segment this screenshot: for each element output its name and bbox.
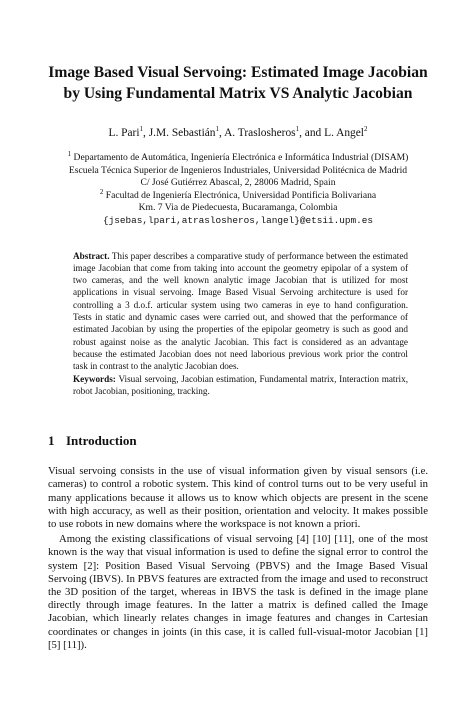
author: L. Pari$^1$,: [108, 125, 149, 139]
abstract-paragraph: [73, 250, 408, 373]
affiliation-line: $^2$ Facultad de Ingeniería Electrónica, Universidad Pontificia Bolivariana: [99, 187, 377, 201]
section-title: Introduction: [66, 433, 137, 449]
author: J.M. Sebastián$^1$,: [148, 125, 225, 139]
section-number: 1: [48, 433, 55, 449]
affiliations: [48, 149, 428, 228]
body-text: [48, 465, 428, 652]
affiliation-line: Escuela Técnica Superior de Ingenieros Industriales, Universidad Politécnica de Madrid: [68, 164, 408, 176]
paper-title: Image Based Visual Servoing: Estimated Image Jacobian by Using Fundamental Matrix VS Analytic Jacobian: [48, 64, 428, 102]
affiliation-line: Km. 7 Via de Piedecuesta, Bucaramanga, Colombia: [138, 202, 338, 214]
keywords-label: Keywords:: [73, 373, 116, 384]
abstract-text: This paper describes a comparative study of performance between the estimated image Jacobian that come from taking into account the geometry epipolar of a system of two cameras, and the well known analytic image Jacobian that is utilized for most applications in visual servoing. Image Based Visual Servoing architecture is used for controlling a 3 d.o.f. articular system using two cameras in eye to hand configuration. Tests in static and dynamic cases were carried out, and showed that the performance of estimated Jacobian by using the properties of the epipolar geometry is such as good and robust against noise as the analytic Jacobian. This fact is considered as an advantage because the estimated Jacobian does not need laborious previous work prior the control task in contrast to the analytic Jacobian does.: [73, 250, 408, 372]
author: A. Traslosheros$^1$, and: [224, 125, 325, 139]
affiliation-line: C/ José Gutiérrez Abascal, 2, 28006 Madrid, Spain: [140, 177, 336, 189]
keywords-text: Visual servoing, Jacobian estimation, Fundamental matrix, Interaction matrix, robot Jacobian, positioning, tracking.: [73, 373, 408, 396]
abstract-label: Abstract.: [73, 250, 110, 261]
keywords: [73, 373, 408, 398]
author-list: [48, 126, 428, 140]
affiliation-line: $^1$ Departamento de Automática, Ingeniería Electrónica e Informática Industrial (DISAM): [67, 149, 409, 163]
author-email: {jsebas,lpari,atraslosheros,langel}@etsii.upm.es: [102, 214, 374, 226]
body-paragraph: Visual servoing consists in the use of visual information given by visual sensors (i.e. cameras) to control a robotic system. This kind of control turns out to be very useful in many applications because it allows us to know which objects are present in the scene with high accuracy, as well as their position, orientation and velocity. It makes possible to use robots in new domains where the workspace is not known a priori.: [48, 465, 428, 530]
section-heading: [48, 433, 428, 449]
author: L. Angel$^2$: [324, 125, 368, 139]
body-paragraph: Among the existing classifications of visual servoing [4] [10] [11], one of the most known is the way that visual information is used to define the signal error to control the system [2]: Position Based Visual Servoing (PBVS) and the Image Based Visual Servoing (IBVS). In PBVS features are extracted from the image and used to reconstruct the 3D position of the target, whereas in IBVS the task is defined in the image plane directly through image features. In the latter a matrix is defined called the Image Jacobian, which linearly relates changes in image features and changes in Cartesian coordinates or changes in joints (in this case, it is called full-visual-motor Jacobian [1] [5] [11]).: [48, 533, 428, 651]
abstract: [73, 250, 408, 398]
